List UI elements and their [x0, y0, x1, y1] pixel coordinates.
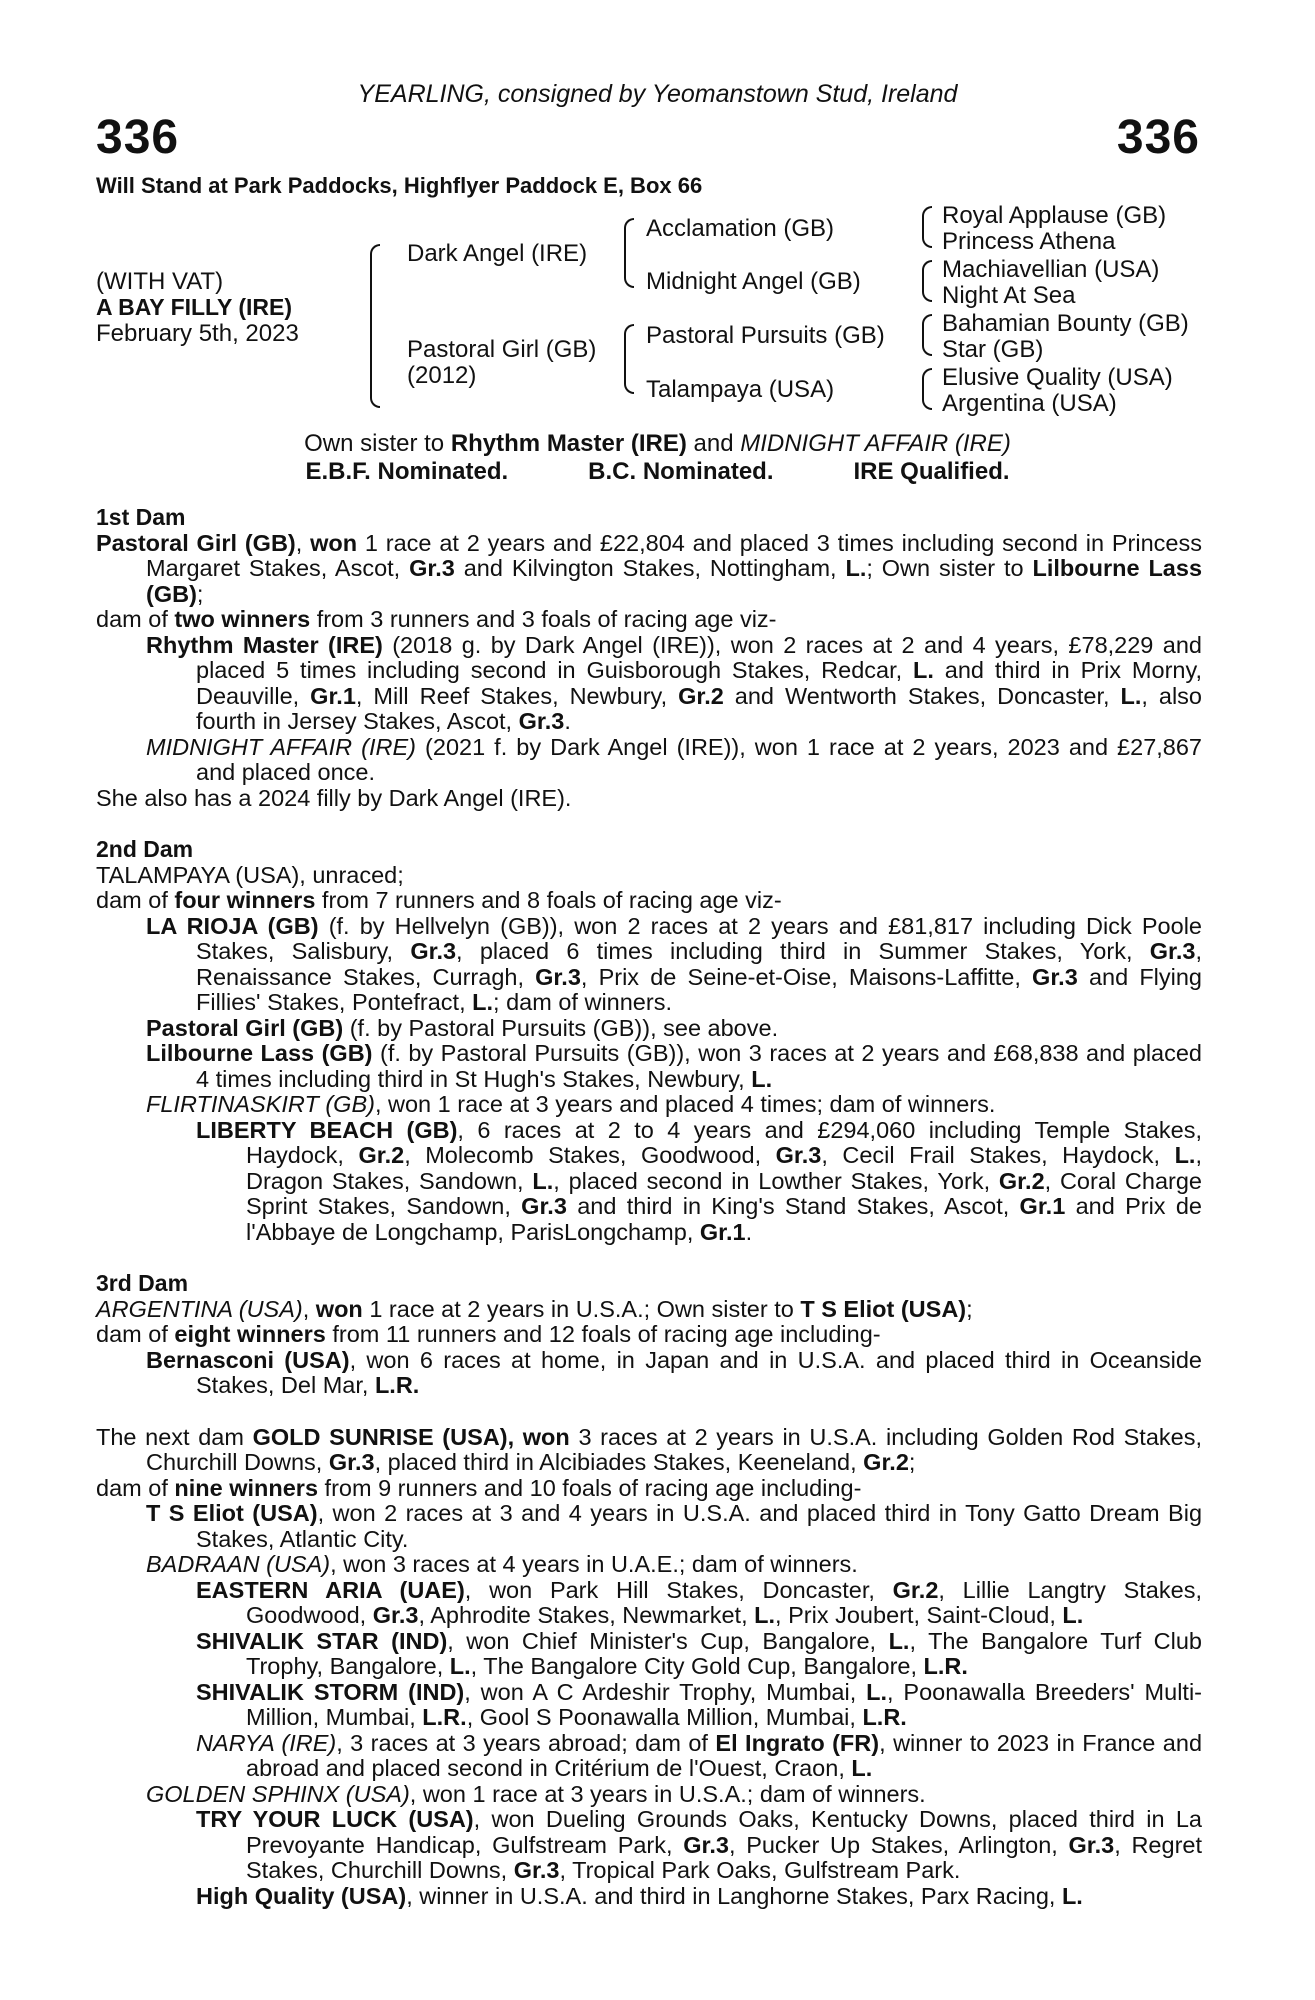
first-dam-won: won	[310, 529, 358, 556]
horse-name: T S Eliot (USA)	[800, 1295, 967, 1322]
produce-entry	[96, 1552, 1202, 1578]
section-gap	[96, 1399, 1202, 1425]
produce-entry	[96, 1629, 1202, 1680]
text: , Pucker Up Stakes, Arlington,	[728, 1831, 1069, 1858]
second-dam-produce-summary	[96, 888, 1202, 914]
horse-name: High Quality (USA)	[196, 1882, 407, 1909]
text: ,	[507, 1423, 523, 1450]
consignor-subtitle: YEARLING, consigned by Yeomanstown Stud, Ireland	[357, 80, 958, 108]
gen3-ssd: Princess Athena	[942, 228, 1116, 255]
horse-name: TRY YOUR LUCK (USA)	[196, 1806, 474, 1832]
own-sister-2: MIDNIGHT AFFAIR (IRE)	[740, 430, 1011, 457]
grade: Gr.2	[998, 1167, 1045, 1194]
produce-entry	[96, 1118, 1202, 1246]
grade: Gr.2	[358, 1142, 405, 1168]
first-dam-heading: 1st Dam	[96, 504, 186, 530]
grade: Gr.3	[328, 1449, 375, 1475]
produce-entry	[96, 1807, 1202, 1884]
text: , won 1 race at 3 years and placed 4 times; dam of winners.	[374, 1091, 996, 1117]
lot-name: A BAY FILLY (IRE)	[96, 294, 292, 320]
text: 1 race at 2 years in U.S.A.; Own sister to	[362, 1295, 801, 1322]
text: dam of	[96, 1474, 175, 1501]
winners-count: two winners	[174, 606, 311, 632]
brace-sire	[624, 218, 634, 288]
dam-name: Pastoral Girl (GB)	[407, 336, 597, 363]
text: , 6 races at 2 to 4 years and £294,060 including Temple Stakes, Haydock,	[246, 1116, 1202, 1168]
brace-dam	[624, 324, 634, 394]
third-dam-record	[96, 1297, 1202, 1323]
grade: L.R.	[923, 1653, 968, 1679]
produce-entry	[96, 1016, 1202, 1042]
horse-name: Lilbourne Lass (GB)	[146, 555, 1203, 607]
winners-count: eight winners	[174, 1321, 326, 1347]
own-sister-line	[0, 430, 1315, 458]
grade: Gr.1	[310, 682, 356, 709]
text: from 7 runners and 8 foals of racing age viz-	[315, 887, 782, 913]
grade: Gr.1	[699, 1218, 746, 1245]
dam-dam: Talampaya (USA)	[646, 376, 835, 403]
grade: L.	[449, 1653, 471, 1679]
text: ;	[908, 1449, 916, 1475]
text: (f. by Pastoral Pursuits (GB)), see above.	[343, 1014, 779, 1041]
winners-count: four winners	[174, 887, 316, 913]
horse-name: MIDNIGHT AFFAIR (IRE)	[146, 733, 417, 760]
horse-name: ARGENTINA (USA)	[96, 1295, 303, 1322]
produce-entry	[96, 1092, 1202, 1118]
own-sister-and: and	[686, 430, 741, 457]
text: , won Park Hill Stakes, Doncaster,	[464, 1576, 893, 1603]
gen3-sss: Royal Applause (GB)	[942, 202, 1167, 229]
gen3-ddd: Argentina (USA)	[942, 390, 1117, 417]
text: from 3 runners and 3 foals of racing age viz-	[310, 606, 777, 632]
horse-name: El Ingrato (FR)	[715, 1729, 880, 1756]
horse-name: Rhythm Master (IRE)	[146, 631, 383, 658]
first-dam-name: Pastoral Girl (GB)	[96, 529, 296, 556]
bc-nominated: B.C. Nominated.	[588, 458, 774, 485]
text: , Gool S Poonawalla Million, Mumbai,	[466, 1704, 863, 1730]
ebf-nominated: E.B.F. Nominated.	[305, 458, 509, 485]
produce-entry	[96, 914, 1202, 1016]
grade: L.	[751, 1065, 773, 1092]
grade: Gr.2	[678, 682, 724, 709]
grade: L.R.	[862, 1704, 907, 1730]
first-dam-produce-summary	[96, 607, 1202, 633]
sire-sire: Acclamation (GB)	[646, 215, 835, 242]
foaling-date: February 5th, 2023	[96, 320, 299, 347]
grade: L.	[1120, 682, 1142, 709]
text: dam of	[96, 887, 175, 913]
grade: L.	[1061, 1882, 1083, 1909]
brace-3a	[922, 206, 932, 248]
grade: Gr.3	[535, 963, 581, 990]
gen3-dsd: Star (GB)	[942, 336, 1044, 363]
produce-entry	[96, 633, 1202, 735]
text: .	[564, 708, 571, 734]
text: (f. by Hellvelyn (GB)), won 2 races at 2 years and £81,817 including Dick Poole Stakes, Salisbury,	[196, 912, 1202, 964]
grade: L.	[754, 1602, 776, 1628]
text: and Flying Fillies' Stakes, Pontefract,	[196, 963, 1203, 1015]
text: ;	[196, 580, 204, 607]
brace-3d	[922, 368, 932, 410]
produce-entry	[96, 1731, 1202, 1782]
grade: Gr.3	[372, 1602, 419, 1628]
second-dam-line: TALAMPAYA (USA), unraced;	[96, 861, 404, 888]
horse-name: GOLD SUNRISE (USA)	[252, 1423, 508, 1450]
grade: Gr.3	[518, 708, 565, 734]
own-sister-prefix: Own sister to	[304, 430, 451, 457]
horse-name: BADRAAN (USA)	[146, 1551, 331, 1577]
text: , Dragon Stakes, Sandown,	[246, 1142, 1202, 1194]
gen3-sds: Machiavellian (USA)	[942, 256, 1160, 283]
text: and third in Prix Morny, Deauville,	[196, 657, 1202, 709]
grade: L.	[1174, 1142, 1196, 1168]
lot-notes	[0, 430, 1315, 486]
text: .	[745, 1218, 753, 1245]
text: , 3 races at 3 years abroad; dam of	[336, 1729, 716, 1756]
text: , Renaissance Stakes, Curragh,	[196, 938, 1202, 990]
ire-qualified: IRE Qualified.	[853, 458, 1010, 485]
grade: L.	[851, 1755, 873, 1781]
text: , winner in U.S.A. and third in Langhorne Stakes, Parx Racing,	[406, 1882, 1062, 1909]
text: (2018 g. by Dark Angel (IRE)), won 2 races at 2 and 4 years, £78,229 and placed 5 times including second in Guisborough Stakes, Redcar,	[196, 631, 1202, 683]
grade: Gr.2	[863, 1449, 909, 1475]
first-dam-also: She also has a 2024 filly by Dark Angel (IRE).	[96, 784, 572, 811]
produce-entry	[96, 1501, 1202, 1552]
text: , Tropical Park Oaks, Gulfstream Park.	[559, 1857, 961, 1883]
grade: Gr.3	[409, 555, 455, 581]
horse-name: Bernasconi (USA)	[146, 1346, 350, 1373]
produce-entry	[96, 1578, 1202, 1629]
horse-name: EASTERN ARIA (UAE)	[196, 1576, 465, 1603]
produce-entry	[96, 1782, 1202, 1808]
text: , Lillie Langtry Stakes, Goodwood,	[246, 1576, 1202, 1628]
text: ,	[302, 1295, 316, 1322]
produce-record	[96, 505, 1202, 1909]
text: , Coral Charge Sprint Stakes, Sandown,	[246, 1167, 1202, 1219]
text: dam of	[96, 1321, 175, 1347]
grade: Gr.3	[683, 1831, 729, 1858]
text: , placed 6 times including third in Summer Stakes, York,	[456, 938, 1150, 964]
lot-number-right: 336	[1116, 111, 1200, 164]
text: , won 1 race at 3 years in U.S.A.; dam of winners.	[409, 1780, 926, 1807]
text: , Molecomb Stakes, Goodwood,	[404, 1142, 776, 1168]
grade: Gr.3	[1149, 938, 1196, 964]
next-dam-produce-summary	[96, 1476, 1202, 1502]
horse-name: Pastoral Girl (GB)	[146, 1014, 344, 1041]
nomination-line	[0, 458, 1315, 486]
text: , Regret Stakes, Churchill Downs,	[246, 1831, 1202, 1883]
text: , won A C Ardeshir Trophy, Mumbai,	[464, 1678, 867, 1705]
text: , The Bangalore Turf Club Trophy, Bangalore,	[246, 1627, 1203, 1679]
grade: L.R.	[422, 1704, 467, 1730]
horse-name: LA RIOJA (GB)	[146, 912, 319, 939]
grade: L.	[532, 1167, 554, 1194]
horse-name: FLIRTINASKIRT (GB)	[146, 1091, 375, 1117]
third-dam-heading: 3rd Dam	[96, 1270, 189, 1296]
gen3-dds: Elusive Quality (USA)	[942, 364, 1173, 391]
text: and Prix de l'Abbaye de Longchamp, ParisLongchamp,	[246, 1193, 1202, 1245]
text: , The Bangalore City Gold Cup, Bangalore,	[470, 1653, 924, 1679]
grade: L.R.	[374, 1372, 420, 1398]
text: from 9 runners and 10 foals of racing age including-	[318, 1474, 862, 1501]
next-dam-record	[96, 1425, 1202, 1476]
produce-entry	[96, 1680, 1202, 1731]
text: (f. by Pastoral Pursuits (GB)), won 3 races at 2 years and £68,838 and placed 4 times including third in St Hugh's Stakes, Newbury,	[196, 1040, 1202, 1092]
gen3-dss: Bahamian Bounty (GB)	[942, 310, 1189, 337]
lot-number-left: 336	[96, 111, 180, 164]
grade: Gr.3	[410, 938, 457, 964]
grade: L.	[1062, 1602, 1084, 1628]
grade: L.	[472, 989, 494, 1015]
stand-location: Will Stand at Park Paddocks, Highflyer Paddock E, Box 66	[96, 173, 703, 198]
first-dam-record: Pastoral Girl (GB), won 1 race at 2 years and £22,804 and placed 3 times including second in Princess Margaret Stakes, Ascot, Gr.3 and Kilvington Stakes, Nottingham, L.; Own sister to Lilbourne Lass (GB);	[96, 529, 1203, 607]
text: and third in King's Stand Stakes, Ascot,	[566, 1193, 1020, 1219]
section-gap	[96, 811, 1202, 837]
text: , Poonawalla Breeders' Multi-Million, Mumbai,	[246, 1678, 1202, 1730]
text: (2021 f. by Dark Angel (IRE)), won 1 race at 2 years, 2023 and £27,867 and placed once.	[196, 733, 1202, 785]
text: , won 3 races at 4 years in U.A.E.; dam of winners.	[330, 1551, 858, 1577]
produce-entry	[96, 1041, 1202, 1092]
text: , Cecil Frail Stakes, Haydock,	[821, 1142, 1175, 1168]
horse-name: LIBERTY BEACH (GB)	[196, 1116, 458, 1143]
text: ; dam of winners.	[493, 989, 672, 1015]
dam-sire: Pastoral Pursuits (GB)	[646, 322, 885, 349]
grade: Gr.3	[1032, 963, 1078, 990]
text: 3 races at 2 years in U.S.A. including Golden Rod Stakes, Churchill Downs,	[146, 1423, 1202, 1475]
own-sister-1: Rhythm Master (IRE)	[450, 430, 687, 457]
text: The next dam	[96, 1423, 253, 1450]
produce-entry	[96, 1348, 1202, 1399]
text: , Prix de Seine-et-Oise, Maisons-Laffitte,	[580, 963, 1033, 990]
grade: Gr.1	[1019, 1193, 1066, 1219]
grade: L.	[888, 1627, 910, 1654]
text: and Wentworth Stakes, Doncaster,	[723, 682, 1121, 709]
won-label: won	[522, 1423, 570, 1450]
sire-dam: Midnight Angel (GB)	[646, 268, 861, 295]
text: from 11 runners and 12 foals of racing age including-	[325, 1321, 881, 1347]
grade: Gr.3	[521, 1193, 567, 1219]
section-gap	[96, 1245, 1202, 1271]
text: and Kilvington Stakes, Nottingham,	[454, 555, 846, 581]
text: 1 race at 2 years and £22,804 and placed 3 times including second in Princess Margaret Stakes, Ascot,	[146, 529, 1202, 581]
text: dam of	[96, 606, 175, 632]
text: , won 6 races at home, in Japan and in U.S.A. and placed third in Oceanside Stakes, Del Mar,	[196, 1346, 1202, 1398]
horse-name: SHIVALIK STAR (IND)	[196, 1627, 448, 1654]
grade: Gr.2	[892, 1576, 939, 1603]
vat-label: (WITH VAT)	[96, 268, 224, 295]
text: , Aphrodite Stakes, Newmarket,	[418, 1602, 755, 1628]
grade: L.	[913, 657, 934, 683]
text: , won Dueling Grounds Oaks, Kentucky Downs, placed third in La Prevoyante Handicap, Gulfstream Park,	[246, 1806, 1202, 1858]
text: , winner to 2023 in France and abroad and placed second in Critérium de l'Ouest, Craon,	[246, 1729, 1203, 1781]
text: , Mill Reef Stakes, Newbury,	[355, 682, 679, 709]
horse-name: GOLDEN SPHINX (USA)	[146, 1780, 410, 1807]
second-dam-heading: 2nd Dam	[96, 836, 194, 862]
grade: L.	[866, 1678, 888, 1705]
third-dam-produce-summary	[96, 1322, 1202, 1348]
text: ; Own sister to	[866, 555, 1033, 581]
winners-count: nine winners	[174, 1474, 319, 1501]
produce-entry	[96, 1884, 1202, 1910]
horse-name: SHIVALIK STORM (IND)	[196, 1678, 465, 1705]
won-label: won	[315, 1295, 363, 1322]
brace-gen1	[370, 244, 380, 408]
grade: Gr.3	[513, 1857, 560, 1883]
brace-3c	[922, 314, 932, 356]
gen3-sdd: Night At Sea	[942, 282, 1076, 309]
text: , Prix Joubert, Saint-Cloud,	[775, 1602, 1063, 1628]
grade: Gr.3	[1068, 1831, 1115, 1858]
text: , won 2 races at 3 and 4 years in U.S.A. and placed third in Tony Gatto Dream Big Stakes, Atlantic City.	[196, 1500, 1203, 1552]
text: , placed second in Lowther Stakes, York,	[553, 1167, 999, 1194]
text: , placed third in Alcibiades Stakes, Keeneland,	[374, 1449, 864, 1475]
pedigree-table	[0, 0, 1315, 430]
text: , won Chief Minister's Cup, Bangalore,	[447, 1627, 889, 1654]
horse-name: Lilbourne Lass (GB)	[146, 1040, 373, 1066]
dam-year: (2012)	[407, 362, 477, 389]
produce-entry	[96, 735, 1202, 786]
horse-name: T S Eliot (USA)	[146, 1500, 318, 1526]
grade: L.	[845, 555, 867, 581]
text: ;	[966, 1295, 973, 1322]
text: , also fourth in Jersey Stakes, Ascot,	[196, 682, 1203, 734]
horse-name: NARYA (IRE)	[196, 1729, 337, 1756]
grade: Gr.3	[775, 1142, 822, 1168]
sire-name: Dark Angel (IRE)	[407, 240, 588, 267]
brace-3b	[922, 260, 932, 302]
